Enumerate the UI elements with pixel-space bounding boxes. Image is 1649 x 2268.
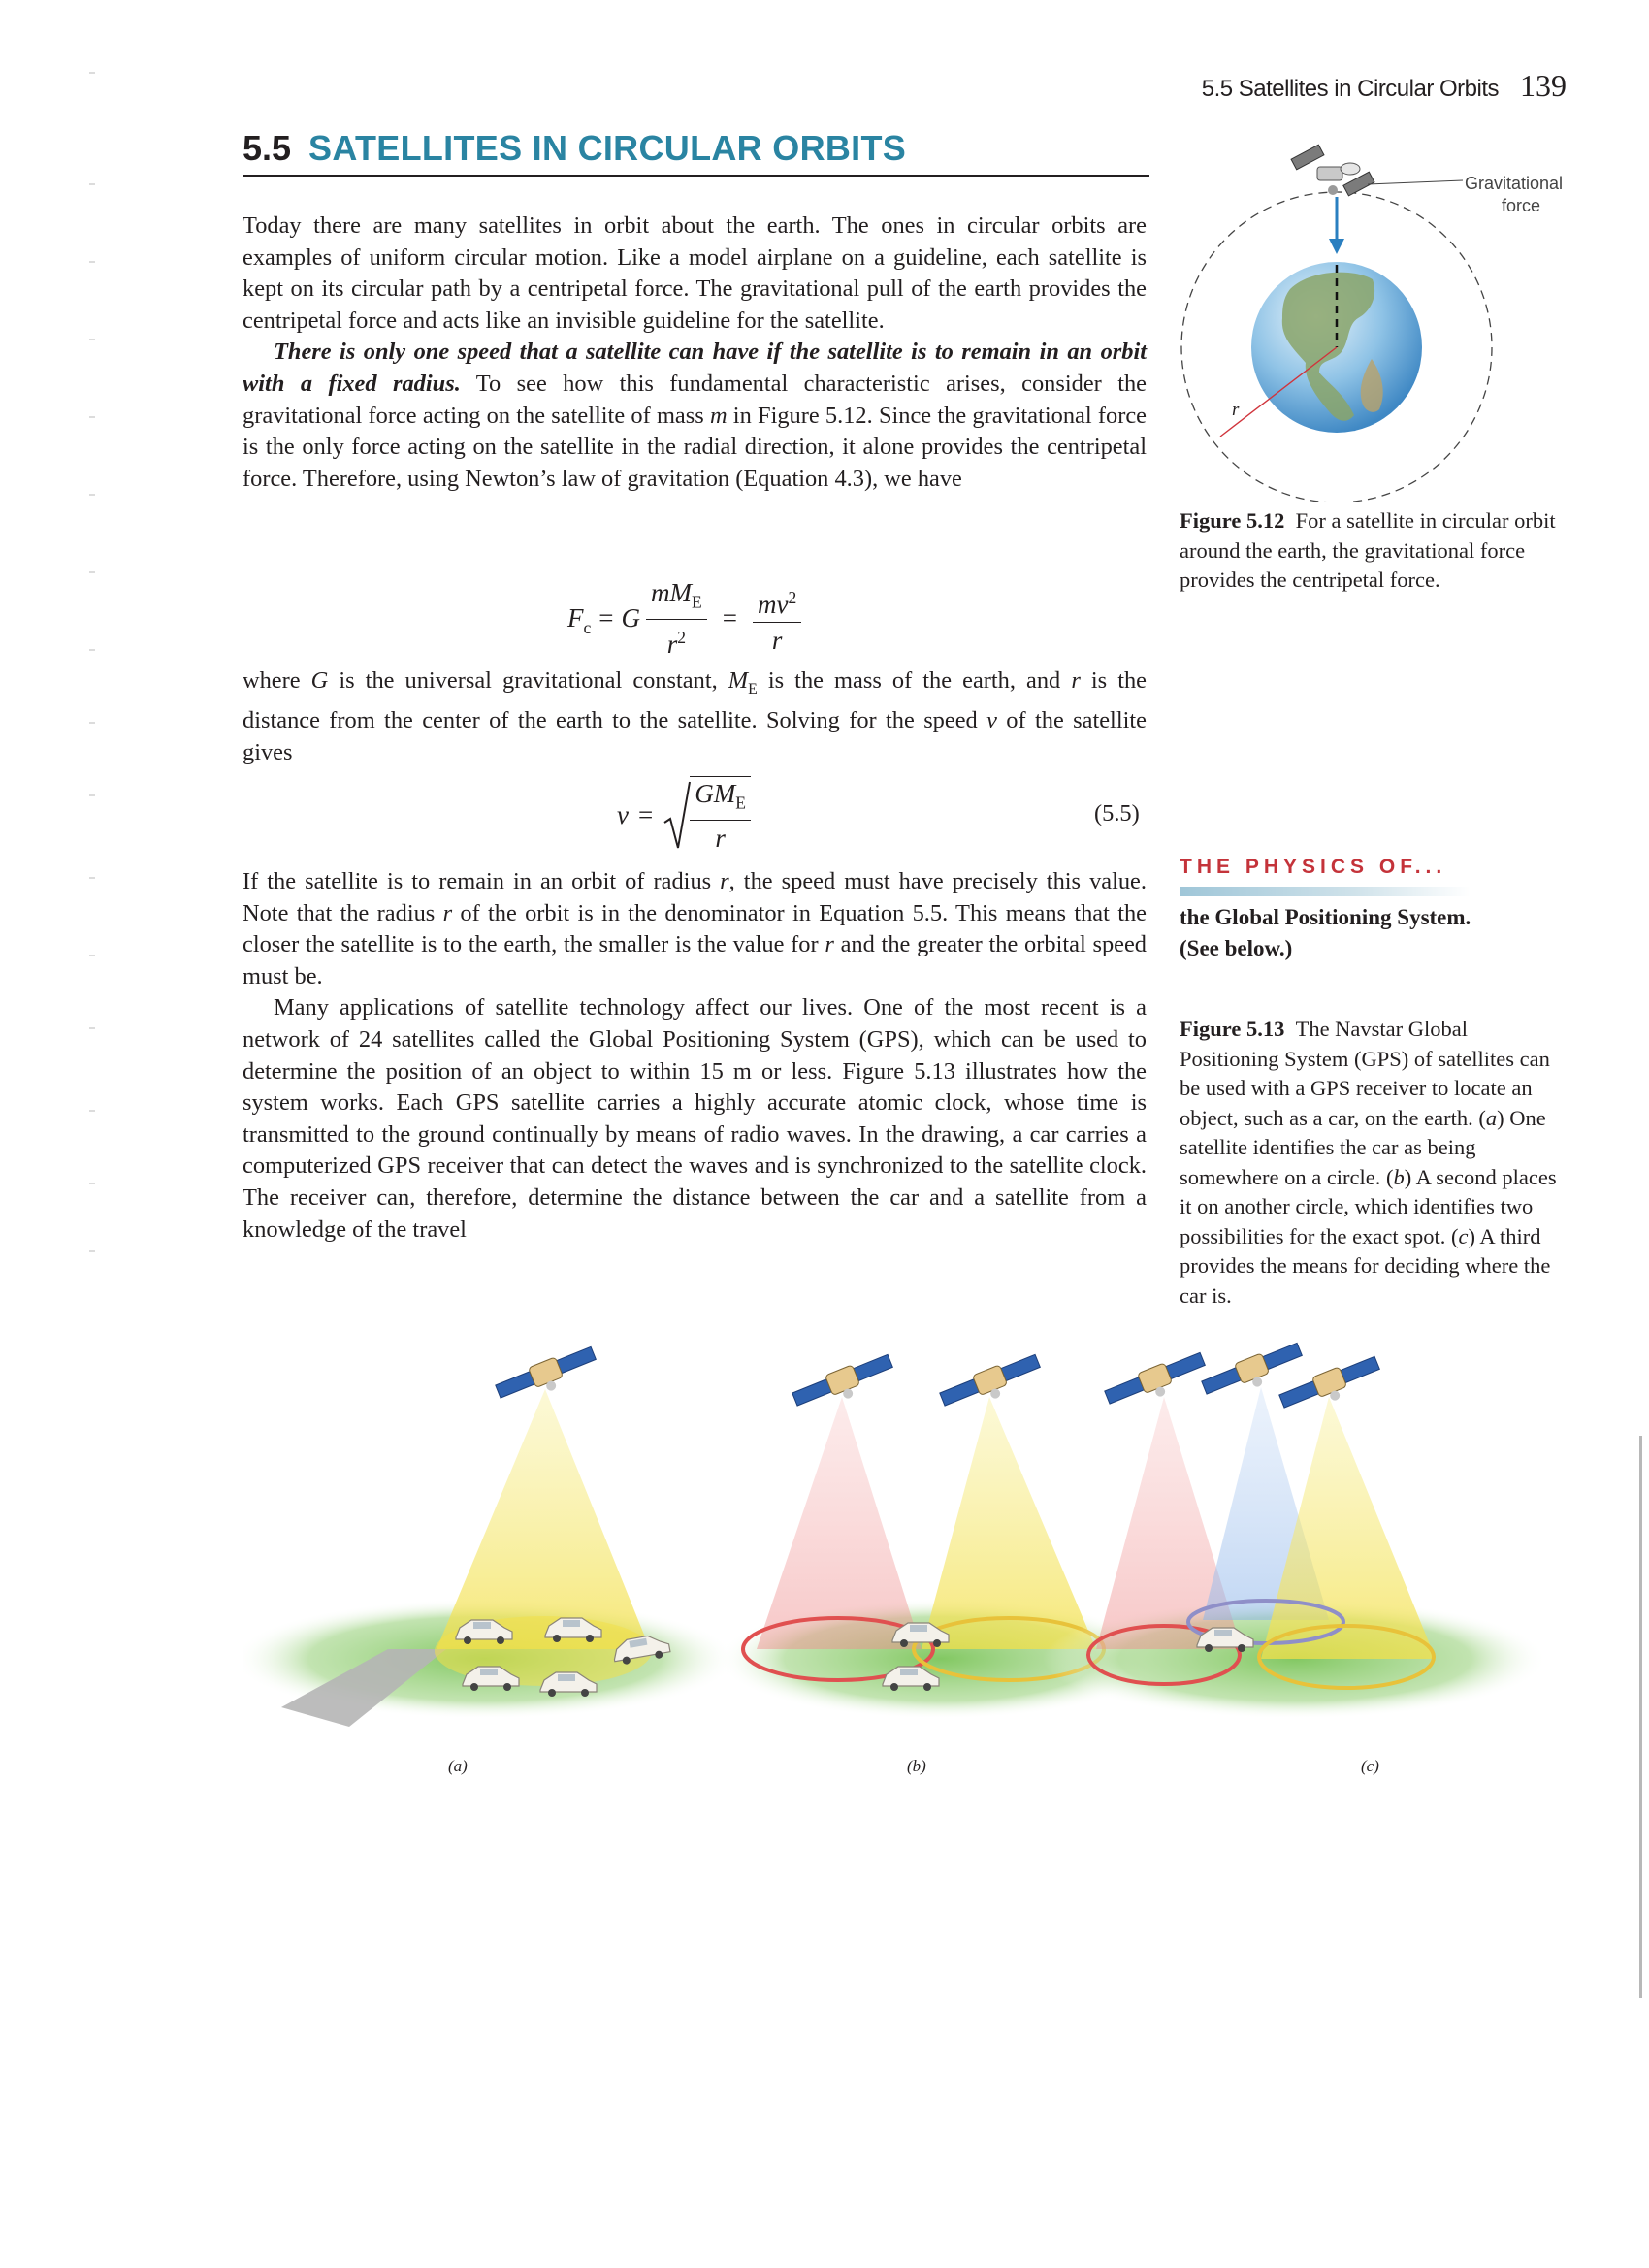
paragraph-4: If the satellite is to remain in an orbit of radius r, the speed must have precisely this value. Note that the radius r of the orbit is in the denominator in Equation 5.5. This means that the closer the satellite is to the earth, the smaller is the value for r and the greater the orbital speed must be.: [242, 868, 1148, 989]
section-heading: [242, 128, 1149, 177]
running-head-section: 5.5 Satellites in Circular Orbits: [1201, 76, 1499, 102]
physics-of-topic: the Global Positioning System. (See below.): [1180, 905, 1471, 960]
radius-label: r: [1232, 400, 1240, 420]
paragraph-2: There is only one speed that a satellite can have if the satellite is to remain in an orbit with a fixed radius. To see how this fundamental characteristic arises, consider the gravitational force acting on the satellite of mass m in Figure 5.12. Since the gravitational force is the only force acting on the satellite in the radial direction, it alone provides the centripetal force. Therefore, using Newton’s law of gravitation (Equation 4.3), we have: [242, 339, 1147, 492]
force-label-line2: force: [1502, 196, 1541, 215]
signal-cone-yellow: [436, 1389, 650, 1649]
figure-5-13-gps-illustration: [242, 1319, 1571, 1785]
figure-5-13-caption: Figure 5.13 The Navstar Global Positioning System (GPS) of satellites can be used with a GPS receiver to locate an object, such as a car, on the earth. (a) One satellite identifies the car as being somewhere on a circle. (b) A second places it on another circle, which identifies two possibilities for the exact spot. (c) A third provides the means for deciding where the car is.: [1180, 1017, 1557, 1308]
figure-5-12-caption: Figure 5.12 For a satellite in circular orbit around the earth, the gravitational force provides the centripetal force.: [1180, 508, 1556, 592]
panel-label-b: (b): [907, 1757, 926, 1775]
key-statement: There is only one speed that a satellite can have if the satellite is to remain in an orbit with a fixed radius.: [242, 339, 1147, 397]
section-number: 5.5: [242, 128, 292, 168]
body-text-bottom: [242, 866, 1147, 1246]
physics-of-heading: THE PHYSICS OF...: [1180, 856, 1447, 878]
fraction-centripetal: $\frac{mv^2}{r}$: [753, 581, 801, 657]
equation-number: (5.5): [1094, 800, 1140, 826]
panel-a: [242, 1344, 737, 1727]
signal-cone-red: [757, 1397, 922, 1649]
panel-c: [1043, 1340, 1547, 1719]
section-title: SATELLITES IN CIRCULAR ORBITS: [308, 128, 907, 168]
physics-of-bar: [1180, 887, 1471, 896]
fraction-gravity: $\frac{mM_E}{r^2}$: [646, 576, 707, 661]
force-label-line1: Gravitational: [1465, 174, 1564, 193]
body-text-top: [242, 211, 1147, 495]
panel-label-c: (c): [1361, 1757, 1379, 1775]
scan-margin-marks: [87, 0, 97, 1261]
body-text-middle: [242, 665, 1147, 769]
fraction-radicand: $\frac{GM_E}{r}$: [690, 776, 751, 855]
paragraph-1: Today there are many satellites in orbit about the earth. The ones in circular orbits are examples of uniform circular motion. Like a model airplane on a guideline, each satellite is kept on its circular path by a centripetal force. The gravitational pull of the earth provides the centripetal force and acts like an invisible guideline for the satellite.: [242, 212, 1147, 334]
scan-right-edge-mark: [1639, 1436, 1642, 1998]
paragraph-3: where G is the universal gravitational constant, $M_E$ is the mass of the earth, and r is the distance from the center of the earth to the satellite. Solving for the speed v of the satellite gives: [242, 667, 1148, 766]
satellite-icon: [1291, 145, 1374, 196]
panel-label-a: (a): [448, 1757, 468, 1775]
running-head: [1202, 68, 1567, 104]
page-number: 139: [1520, 68, 1567, 103]
signal-cone-yellow: [922, 1397, 1096, 1649]
equation-centripetal: F $_c$ = G $\frac{mM_E}{r^2}$ = $\frac{mv^2}{r}$: [567, 576, 807, 661]
radical-sign: [663, 780, 692, 852]
figure-5-12-orbit-diagram: [1174, 134, 1581, 502]
force-label-leader: [1368, 180, 1463, 184]
paragraph-5: Many applications of satellite technology affect our lives. One of the most recent is a network of 24 satellites called the Global Positioning System (GPS), which can be used to determine the position of an object to within 15 m or less. Figure 5.13 illustrates how the system works. Each GPS satellite carries a highly accurate atomic clock, whose time is transmitted to the ground continually by means of radio waves. In the drawing, a car carries a computerized GPS receiver that can detect the waves and is synchronized to the satellite clock. The receiver can, therefore, determine the distance between the car and a satellite from a knowledge of the travel: [242, 994, 1147, 1243]
equation-orbital-speed: v = $\frac{GM_E}{r}$: [617, 776, 757, 855]
